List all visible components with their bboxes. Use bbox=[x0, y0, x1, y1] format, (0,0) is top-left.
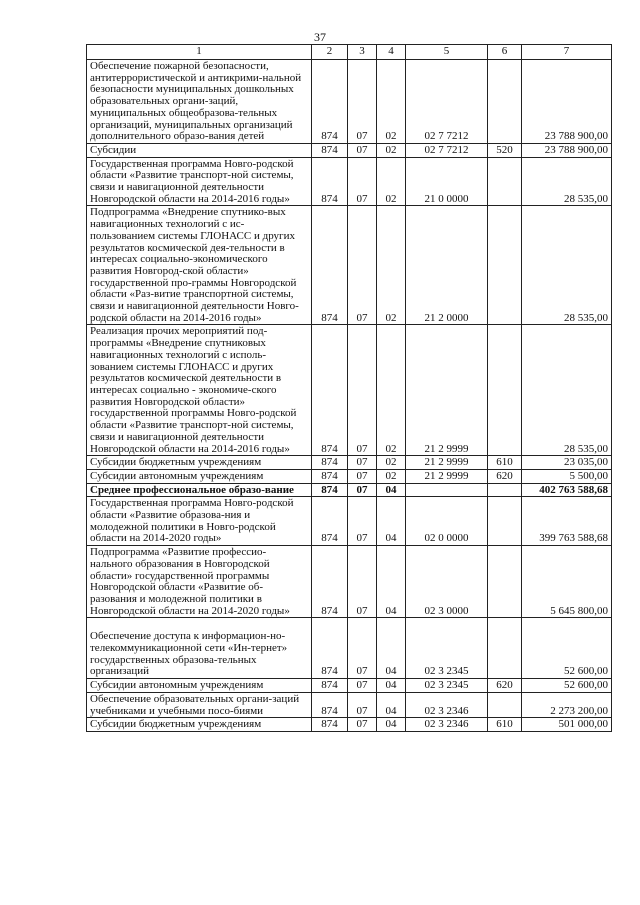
row-name-cell bbox=[87, 618, 312, 679]
expense-type-cell bbox=[488, 692, 522, 717]
code-cell: 874 bbox=[312, 157, 348, 206]
table-row bbox=[87, 618, 612, 679]
row-name-text: Обеспечение доступа к информацион-но-телекоммуникационной сети «Ин-тернет» государственных образова-тельных организаций bbox=[90, 630, 288, 678]
code-cell: 874 bbox=[312, 60, 348, 144]
subsection-cell: 02 bbox=[377, 143, 406, 157]
section-cell: 07 bbox=[348, 206, 377, 325]
subsection-cell: 02 bbox=[377, 157, 406, 206]
target-article-cell: 02 7 7212 bbox=[406, 60, 488, 144]
table-row bbox=[87, 60, 612, 144]
budget-table bbox=[86, 44, 612, 732]
expense-type-cell bbox=[488, 546, 522, 618]
amount-cell: 23 788 900,00 bbox=[522, 60, 612, 144]
section-cell: 07 bbox=[348, 718, 377, 732]
expense-type-cell: 620 bbox=[488, 679, 522, 693]
table-row bbox=[87, 206, 612, 325]
section-cell: 07 bbox=[348, 546, 377, 618]
target-article-cell: 02 3 2345 bbox=[406, 679, 488, 693]
table-row bbox=[87, 325, 612, 456]
section-cell: 07 bbox=[348, 143, 377, 157]
row-name-cell: Подпрограмма «Развитие профессио-нального образования в Новгородской области» государственной программы Новгородской области «Развитие об-разования и молодежной политики в Новгородской области на 2014-2020 годы» bbox=[87, 546, 312, 618]
section-cell: 07 bbox=[348, 60, 377, 144]
code-cell: 874 bbox=[312, 679, 348, 693]
section-cell: 07 bbox=[348, 679, 377, 693]
amount-cell: 28 535,00 bbox=[522, 325, 612, 456]
row-name-cell: Государственная программа Новго-родской области «Развитие образова-ния и молодежной политики в Новго-родской области на 2014-2020 годы» bbox=[87, 497, 312, 546]
target-article-cell: 21 2 9999 bbox=[406, 469, 488, 483]
table-row bbox=[87, 679, 612, 693]
code-cell: 874 bbox=[312, 206, 348, 325]
target-article-cell: 21 2 0000 bbox=[406, 206, 488, 325]
subsection-cell: 04 bbox=[377, 618, 406, 679]
amount-cell: 2 273 200,00 bbox=[522, 692, 612, 717]
amount-cell: 28 535,00 bbox=[522, 157, 612, 206]
header-cell: 7 bbox=[522, 45, 612, 60]
code-cell: 874 bbox=[312, 692, 348, 717]
table-row bbox=[87, 456, 612, 470]
expense-type-cell bbox=[488, 325, 522, 456]
row-name-cell: Реализация прочих мероприятий под-программы «Внедрение спутниковых навигационных технологий с исполь-зованием системы ГЛОНАСС и других результатов космической деятельности в интересах социально - экономиче-ского развития Новгородской области» государственной программы Новго-родской области «Развитие транспорт-ной системы, связи и навигационной деятельности Новгородской области на 2014-2016 годы» bbox=[87, 325, 312, 456]
row-name-cell: Среднее профессиональное образо-вание bbox=[87, 483, 312, 497]
target-article-cell: 02 0 0000 bbox=[406, 497, 488, 546]
section-cell: 07 bbox=[348, 497, 377, 546]
expense-type-cell: 610 bbox=[488, 456, 522, 470]
expense-type-cell bbox=[488, 483, 522, 497]
target-article-cell bbox=[406, 483, 488, 497]
subsection-cell: 02 bbox=[377, 325, 406, 456]
section-cell: 07 bbox=[348, 618, 377, 679]
amount-cell: 52 600,00 bbox=[522, 618, 612, 679]
target-article-cell: 02 3 2346 bbox=[406, 718, 488, 732]
code-cell: 874 bbox=[312, 483, 348, 497]
section-cell: 07 bbox=[348, 483, 377, 497]
header-cell: 2 bbox=[312, 45, 348, 60]
row-name-cell: Субсидии автономным учреждениям bbox=[87, 469, 312, 483]
code-cell: 874 bbox=[312, 618, 348, 679]
code-cell: 874 bbox=[312, 718, 348, 732]
section-cell: 07 bbox=[348, 692, 377, 717]
row-name-cell: Субсидии бюджетным учреждениям bbox=[87, 456, 312, 470]
header-cell: 4 bbox=[377, 45, 406, 60]
target-article-cell: 02 7 7212 bbox=[406, 143, 488, 157]
amount-cell: 501 000,00 bbox=[522, 718, 612, 732]
expense-type-cell: 610 bbox=[488, 718, 522, 732]
row-name-cell: Субсидии bbox=[87, 143, 312, 157]
code-cell: 874 bbox=[312, 143, 348, 157]
row-name-cell: Обеспечение пожарной безопасности, антитеррористической и антикрими-нальной безопасности муниципальных дошкольных образовательных органи-заций, муниципальных общеобразова-тельных организаций, муниципальных организаций дополнительного образо-вания детей bbox=[87, 60, 312, 144]
table-row bbox=[87, 497, 612, 546]
expense-type-cell bbox=[488, 497, 522, 546]
code-cell: 874 bbox=[312, 497, 348, 546]
row-name-cell: Субсидии автономным учреждениям bbox=[87, 679, 312, 693]
subsection-cell: 04 bbox=[377, 546, 406, 618]
section-cell: 07 bbox=[348, 456, 377, 470]
amount-cell: 28 535,00 bbox=[522, 206, 612, 325]
expense-type-cell bbox=[488, 157, 522, 206]
header-cell: 6 bbox=[488, 45, 522, 60]
table-row bbox=[87, 143, 612, 157]
header-row bbox=[87, 45, 612, 60]
section-cell: 07 bbox=[348, 157, 377, 206]
target-article-cell: 02 3 0000 bbox=[406, 546, 488, 618]
subsection-cell: 04 bbox=[377, 718, 406, 732]
section-cell: 07 bbox=[348, 325, 377, 456]
table-row bbox=[87, 469, 612, 483]
subsection-cell: 02 bbox=[377, 469, 406, 483]
code-cell: 874 bbox=[312, 546, 348, 618]
row-name-cell: Субсидии бюджетным учреждениям bbox=[87, 718, 312, 732]
amount-cell: 5 500,00 bbox=[522, 469, 612, 483]
header-cell: 1 bbox=[87, 45, 312, 60]
target-article-cell: 21 2 9999 bbox=[406, 456, 488, 470]
target-article-cell: 21 2 9999 bbox=[406, 325, 488, 456]
row-name-cell: Государственная программа Новго-родской области «Развитие транспорт-ной системы, связи и навигационной деятельности Новгородской области на 2014-2016 годы» bbox=[87, 157, 312, 206]
table-row bbox=[87, 546, 612, 618]
page-number: 37 bbox=[314, 30, 326, 44]
subsection-cell: 02 bbox=[377, 456, 406, 470]
row-name-cell: Обеспечение образовательных органи-заций учебниками и учебными посо-биями bbox=[87, 692, 312, 717]
subsection-cell: 02 bbox=[377, 60, 406, 144]
amount-cell: 23 788 900,00 bbox=[522, 143, 612, 157]
subsection-cell: 04 bbox=[377, 483, 406, 497]
expense-type-cell: 520 bbox=[488, 143, 522, 157]
subsection-cell: 04 bbox=[377, 497, 406, 546]
expense-type-cell: 620 bbox=[488, 469, 522, 483]
code-cell: 874 bbox=[312, 325, 348, 456]
table-row bbox=[87, 692, 612, 717]
header-cell: 5 bbox=[406, 45, 488, 60]
expense-type-cell bbox=[488, 60, 522, 144]
code-cell: 874 bbox=[312, 469, 348, 483]
amount-cell: 23 035,00 bbox=[522, 456, 612, 470]
section-cell: 07 bbox=[348, 469, 377, 483]
amount-cell: 52 600,00 bbox=[522, 679, 612, 693]
header-cell: 3 bbox=[348, 45, 377, 60]
table-row bbox=[87, 157, 612, 206]
table-row bbox=[87, 718, 612, 732]
target-article-cell: 02 3 2345 bbox=[406, 618, 488, 679]
expense-type-cell bbox=[488, 618, 522, 679]
subsection-cell: 04 bbox=[377, 679, 406, 693]
amount-cell: 5 645 800,00 bbox=[522, 546, 612, 618]
subsection-cell: 04 bbox=[377, 692, 406, 717]
target-article-cell: 02 3 2346 bbox=[406, 692, 488, 717]
subsection-cell: 02 bbox=[377, 206, 406, 325]
expense-type-cell bbox=[488, 206, 522, 325]
target-article-cell: 21 0 0000 bbox=[406, 157, 488, 206]
row-name-cell: Подпрограмма «Внедрение спутнико-вых навигационных технологий с ис-пользованием системы ГЛОНАСС и других результатов космической дея-тельности в интересах социально-экономического развития Новгород-ской области» государственной про-граммы Новгородской области «Раз-витие транспортной системы, связи и навигационной деятельности Новго-родской области на 2014-2016 годы» bbox=[87, 206, 312, 325]
code-cell: 874 bbox=[312, 456, 348, 470]
table-row bbox=[87, 483, 612, 497]
amount-cell: 402 763 588,68 bbox=[522, 483, 612, 497]
amount-cell: 399 763 588,68 bbox=[522, 497, 612, 546]
